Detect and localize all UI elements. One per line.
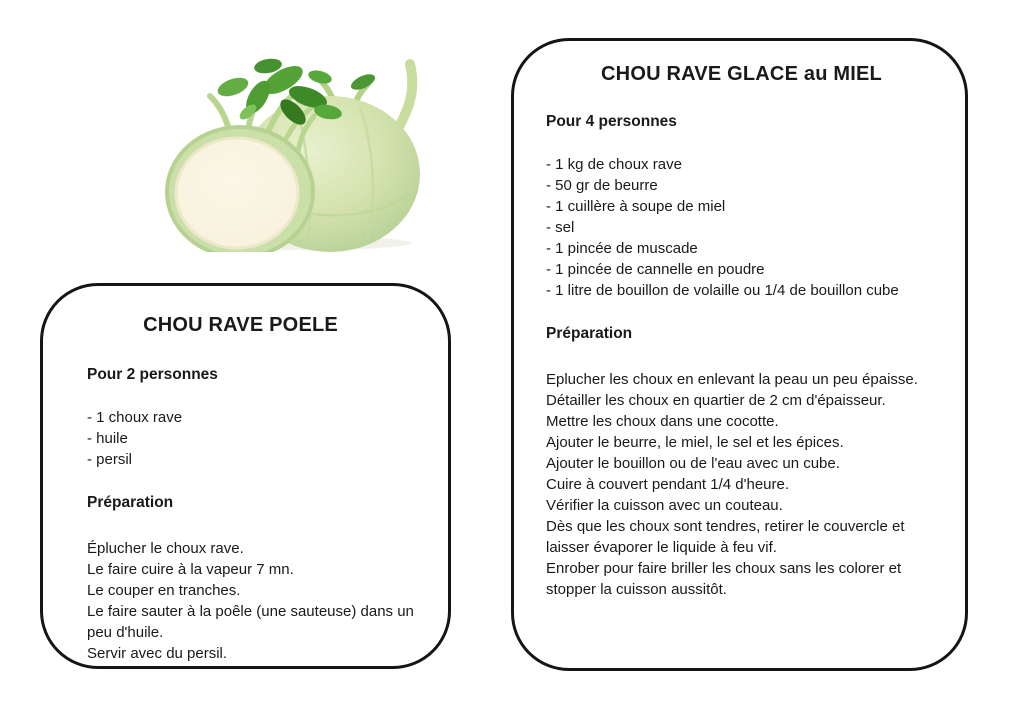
step-line: stopper la cuisson aussitôt. <box>546 581 727 598</box>
ingredient-line: - persil <box>87 451 133 468</box>
kohlrabi-photo <box>148 52 420 252</box>
ingredient-line: - 1 pincée de cannelle en poudre <box>546 261 765 278</box>
ingredient-list <box>546 154 937 301</box>
ingredient-line: - 1 cuillère à soupe de miel <box>546 198 726 215</box>
servings-heading: Pour 4 personnes <box>546 113 677 130</box>
preparation-heading: Préparation <box>546 325 633 342</box>
step-line: Le couper en tranches. <box>87 582 241 599</box>
ingredient-line: - 1 kg de choux rave <box>546 156 682 173</box>
step-line: Enrober pour faire briller les choux sans les colorer et <box>546 560 902 577</box>
ingredient-line: - huile <box>87 430 128 447</box>
step-line: Ajouter le beurre, le miel, le sel et les épices. <box>546 434 844 451</box>
preparation-steps <box>546 369 937 600</box>
step-line: Détailler les choux en quartier de 2 cm d'épaisseur. <box>546 392 886 409</box>
recipe-card-chou-rave-glace-au-miel <box>511 38 968 671</box>
kohlrabi-image <box>148 52 420 252</box>
step-line: Mettre les choux dans une cocotte. <box>546 413 779 430</box>
step-line: Cuire à couvert pendant 1/4 d'heure. <box>546 476 790 493</box>
recipe-card-chou-rave-poele <box>40 283 451 669</box>
ingredient-line: - 50 gr de beurre <box>546 177 658 194</box>
step-line: Eplucher les choux en enlevant la peau un peu épaisse. <box>546 371 918 388</box>
recipe-title: CHOU RAVE POELE <box>143 314 338 336</box>
step-line: Éplucher le choux rave. <box>87 540 244 557</box>
step-line: Servir avec du persil. <box>87 645 228 662</box>
step-line: Le faire cuire à la vapeur 7 mn. <box>87 561 294 578</box>
step-line: Ajouter le bouillon ou de l'eau avec un cube. <box>546 455 840 472</box>
preparation-steps <box>87 538 422 664</box>
step-line: Le faire sauter à la poêle (une sauteuse) dans un <box>87 603 414 620</box>
ingredient-line: - 1 litre de bouillon de volaille ou 1/4 de bouillon cube <box>546 282 899 299</box>
servings-heading: Pour 2 personnes <box>87 366 218 383</box>
kohlrabi-bulb-cut <box>166 126 314 252</box>
step-line: Vérifier la cuisson avec un couteau. <box>546 497 783 514</box>
preparation-heading: Préparation <box>87 494 174 511</box>
ingredient-line: - sel <box>546 219 575 236</box>
ingredient-line: - 1 pincée de muscade <box>546 240 698 257</box>
step-line: laisser évaporer le liquide à feu vif. <box>546 539 777 556</box>
ingredient-line: - 1 choux rave <box>87 409 183 426</box>
recipe-title: CHOU RAVE GLACE au MIEL <box>601 63 882 85</box>
step-line: Dès que les choux sont tendres, retirer le couvercle et <box>546 518 905 535</box>
ingredient-list <box>87 407 422 470</box>
step-line: peu d'huile. <box>87 624 164 641</box>
